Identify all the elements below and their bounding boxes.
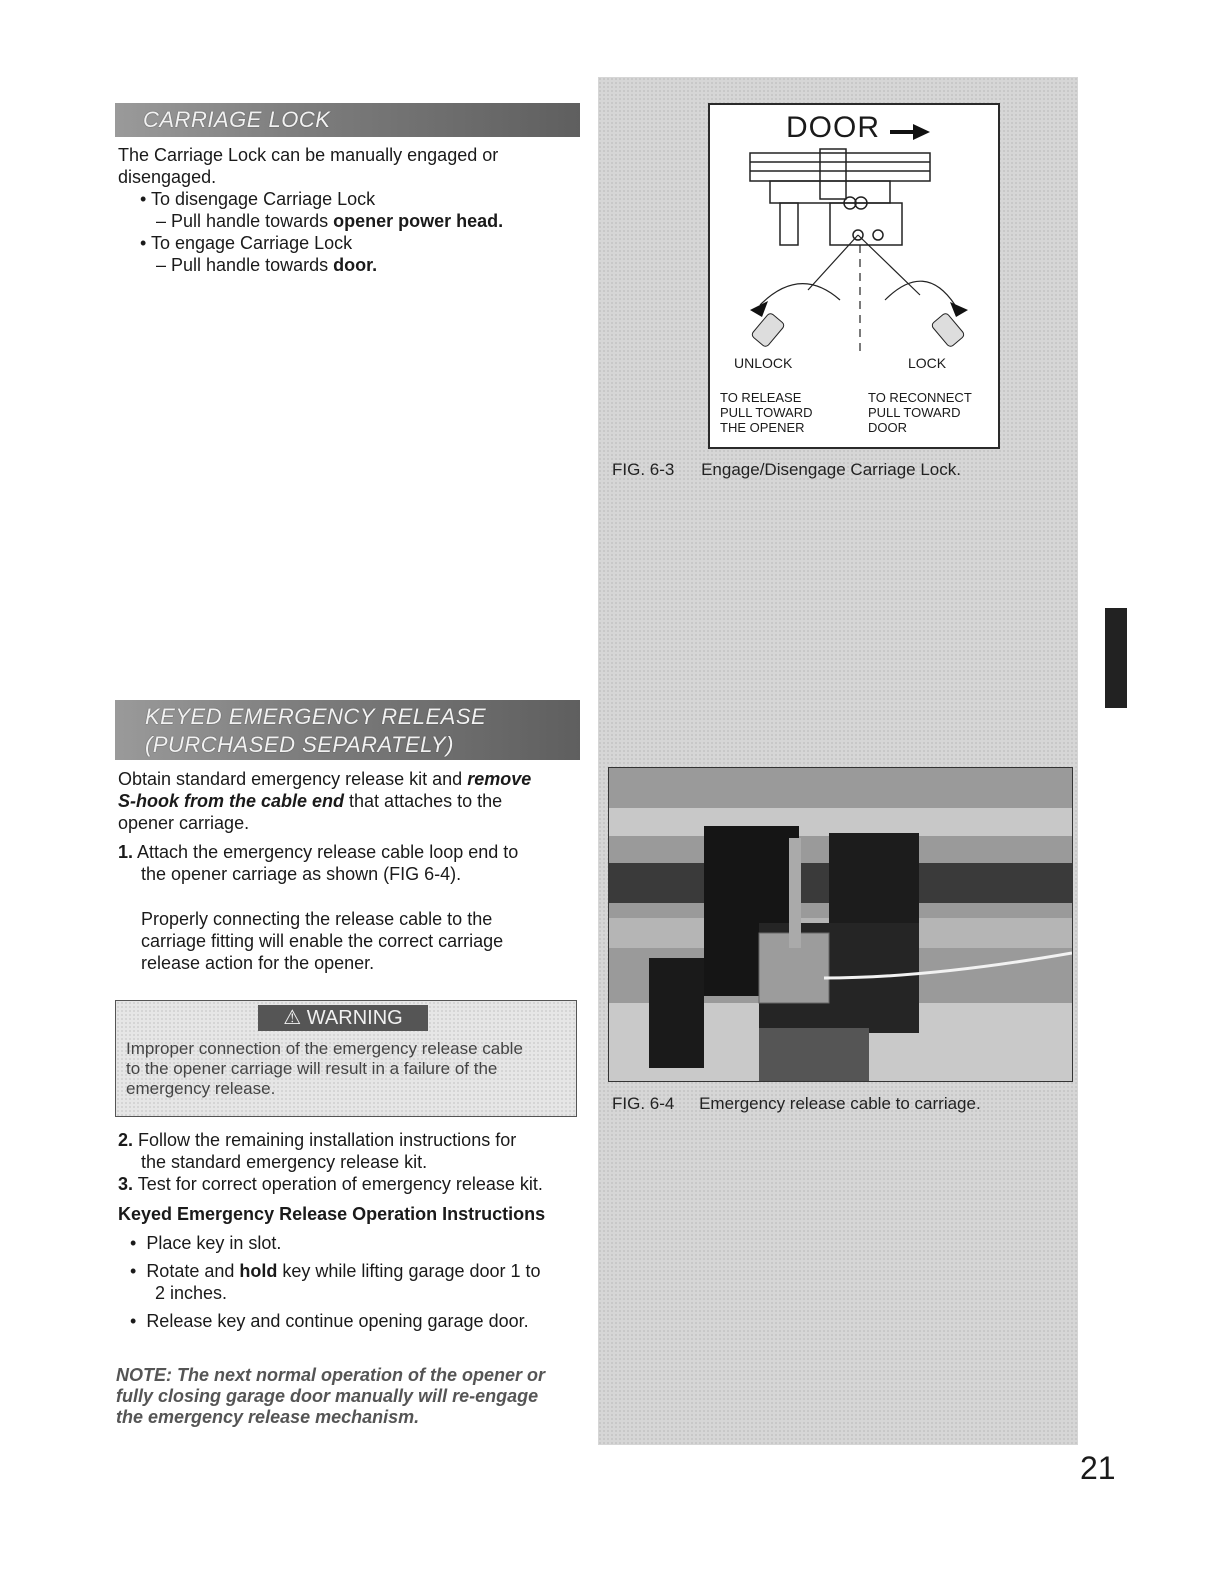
warning-text (126, 1039, 523, 1099)
intro-emphasis: S-hook from the cable end (118, 791, 345, 811)
paragraph-line: carriage fitting will enable the correct carriage (141, 931, 504, 951)
figure-6-4-photo (608, 767, 1073, 1082)
lock-arrow-icon (950, 302, 968, 317)
operation-item: • Place key in slot. (130, 1233, 282, 1253)
warning-box (115, 1000, 577, 1117)
door-label: DOOR (786, 111, 880, 144)
intro-line (118, 790, 588, 812)
sub-bold: door. (333, 255, 378, 275)
note-text (116, 1365, 596, 1428)
step-number: 3. (118, 1174, 134, 1194)
operation-text: 2 inches. (155, 1283, 228, 1303)
bullet-subitem (118, 254, 588, 276)
operation-list (130, 1232, 600, 1332)
bullet-text: To engage Carriage Lock (150, 233, 353, 253)
note-line: fully closing garage door manually will re-engage (116, 1386, 539, 1406)
release-instructions (720, 390, 812, 435)
operation-text: Rotate and (146, 1261, 240, 1281)
reconnect-line: PULL TOWARD (868, 405, 961, 420)
note-line: the emergency release mechanism. (116, 1407, 420, 1427)
keyed-release-intro (118, 768, 588, 834)
warning-header (258, 1005, 428, 1031)
operation-heading: Keyed Emergency Release Operation Instructions (118, 1204, 546, 1224)
paragraph-line: release action for the opener. (141, 953, 375, 973)
release-line: PULL TOWARD (720, 405, 813, 420)
release-line: THE OPENER (720, 420, 805, 435)
section-tab-marker (1105, 608, 1127, 708)
bullet-item: • To disengage Carriage Lock (140, 189, 376, 209)
sub-text: – Pull handle towards (156, 255, 334, 275)
figure-6-3 (708, 103, 1000, 449)
carriage-lock-text (118, 144, 588, 276)
unlock-label: UNLOCK (734, 355, 793, 371)
intro-text: Obtain standard emergency release kit and (118, 769, 468, 789)
intro-line: opener carriage. (118, 813, 250, 833)
step-text: the opener carriage as shown (FIG 6-4). (141, 864, 462, 884)
bullet-item: • To engage Carriage Lock (140, 233, 353, 253)
steps-2-3 (118, 1129, 598, 1195)
warning-line: emergency release. (126, 1079, 276, 1098)
figure-caption-text: Engage/Disengage Carriage Lock. (701, 460, 961, 479)
step-text: Test for correct operation of emergency release kit. (137, 1174, 543, 1194)
bullet-text: To disengage Carriage Lock (150, 189, 376, 209)
warning-line: Improper connection of the emergency release cable (126, 1039, 523, 1058)
step-text: Attach the emergency release cable loop end to (137, 842, 519, 862)
release-line: TO RELEASE (720, 390, 802, 405)
lock-label: LOCK (908, 355, 947, 371)
intro-emphasis: remove (467, 769, 532, 789)
page-number: 21 (1080, 1450, 1116, 1486)
step-1 (118, 841, 588, 885)
figure-6-3-caption (612, 460, 961, 480)
figure-6-4-caption (612, 1094, 981, 1114)
operation-text: Place key in slot. (146, 1233, 282, 1253)
step-text: the standard emergency release kit. (141, 1152, 428, 1172)
operation-item: • Release key and continue opening garage door. (130, 1311, 529, 1331)
connection-paragraph (141, 908, 591, 974)
warning-line: to the opener carriage will result in a failure of the (126, 1059, 498, 1078)
step-text: Follow the remaining installation instructions for (138, 1130, 517, 1150)
figure-label: FIG. 6-4 (612, 1094, 675, 1113)
rail-drawing (750, 149, 930, 245)
arrow-right-icon (890, 124, 930, 140)
reconnect-line: TO RECONNECT (868, 390, 972, 405)
section-heading-keyed-release (115, 700, 580, 760)
operation-item: • Rotate and hold key while lifting garage door 1 to (130, 1261, 541, 1281)
warning-title: WARNING (306, 1007, 403, 1029)
intro-text: that attaches to the (344, 791, 503, 811)
carriage-photo-illustration (609, 768, 1072, 1081)
operation-bold: hold (239, 1261, 278, 1281)
intro-line (118, 768, 588, 790)
warning-triangle-icon: ⚠ (283, 1007, 302, 1029)
left-handle-icon (751, 312, 786, 348)
right-handle-icon (931, 312, 966, 348)
operation-text: key while lifting garage door 1 to (277, 1261, 541, 1281)
paragraph-line: Properly connecting the release cable to the (141, 909, 493, 929)
intro-line: disengaged. (118, 167, 217, 187)
handle-lines (760, 235, 955, 355)
bullet-subitem (118, 210, 588, 232)
intro-line: The Carriage Lock can be manually engaged or (118, 145, 499, 165)
figure-caption-text: Emergency release cable to carriage. (699, 1094, 981, 1113)
operation-text: Release key and continue opening garage door. (146, 1311, 529, 1331)
figure-label: FIG. 6-3 (612, 460, 675, 479)
sub-text: – Pull handle towards (156, 211, 334, 231)
unlock-arrow-icon (750, 301, 768, 317)
section-heading-carriage-lock (115, 103, 580, 137)
sub-bold: opener power head. (333, 211, 504, 231)
section-title-line: KEYED EMERGENCY RELEASE (145, 704, 487, 729)
step-number: 2. (118, 1130, 134, 1150)
reconnect-line: DOOR (868, 420, 907, 435)
section-title-line: (PURCHASED SEPARATELY) (145, 732, 454, 757)
note-line: NOTE: The next normal operation of the opener or (116, 1365, 546, 1385)
reconnect-instructions (868, 390, 972, 435)
step-number: 1. (118, 842, 134, 862)
section-title: CARRIAGE LOCK (143, 107, 331, 132)
